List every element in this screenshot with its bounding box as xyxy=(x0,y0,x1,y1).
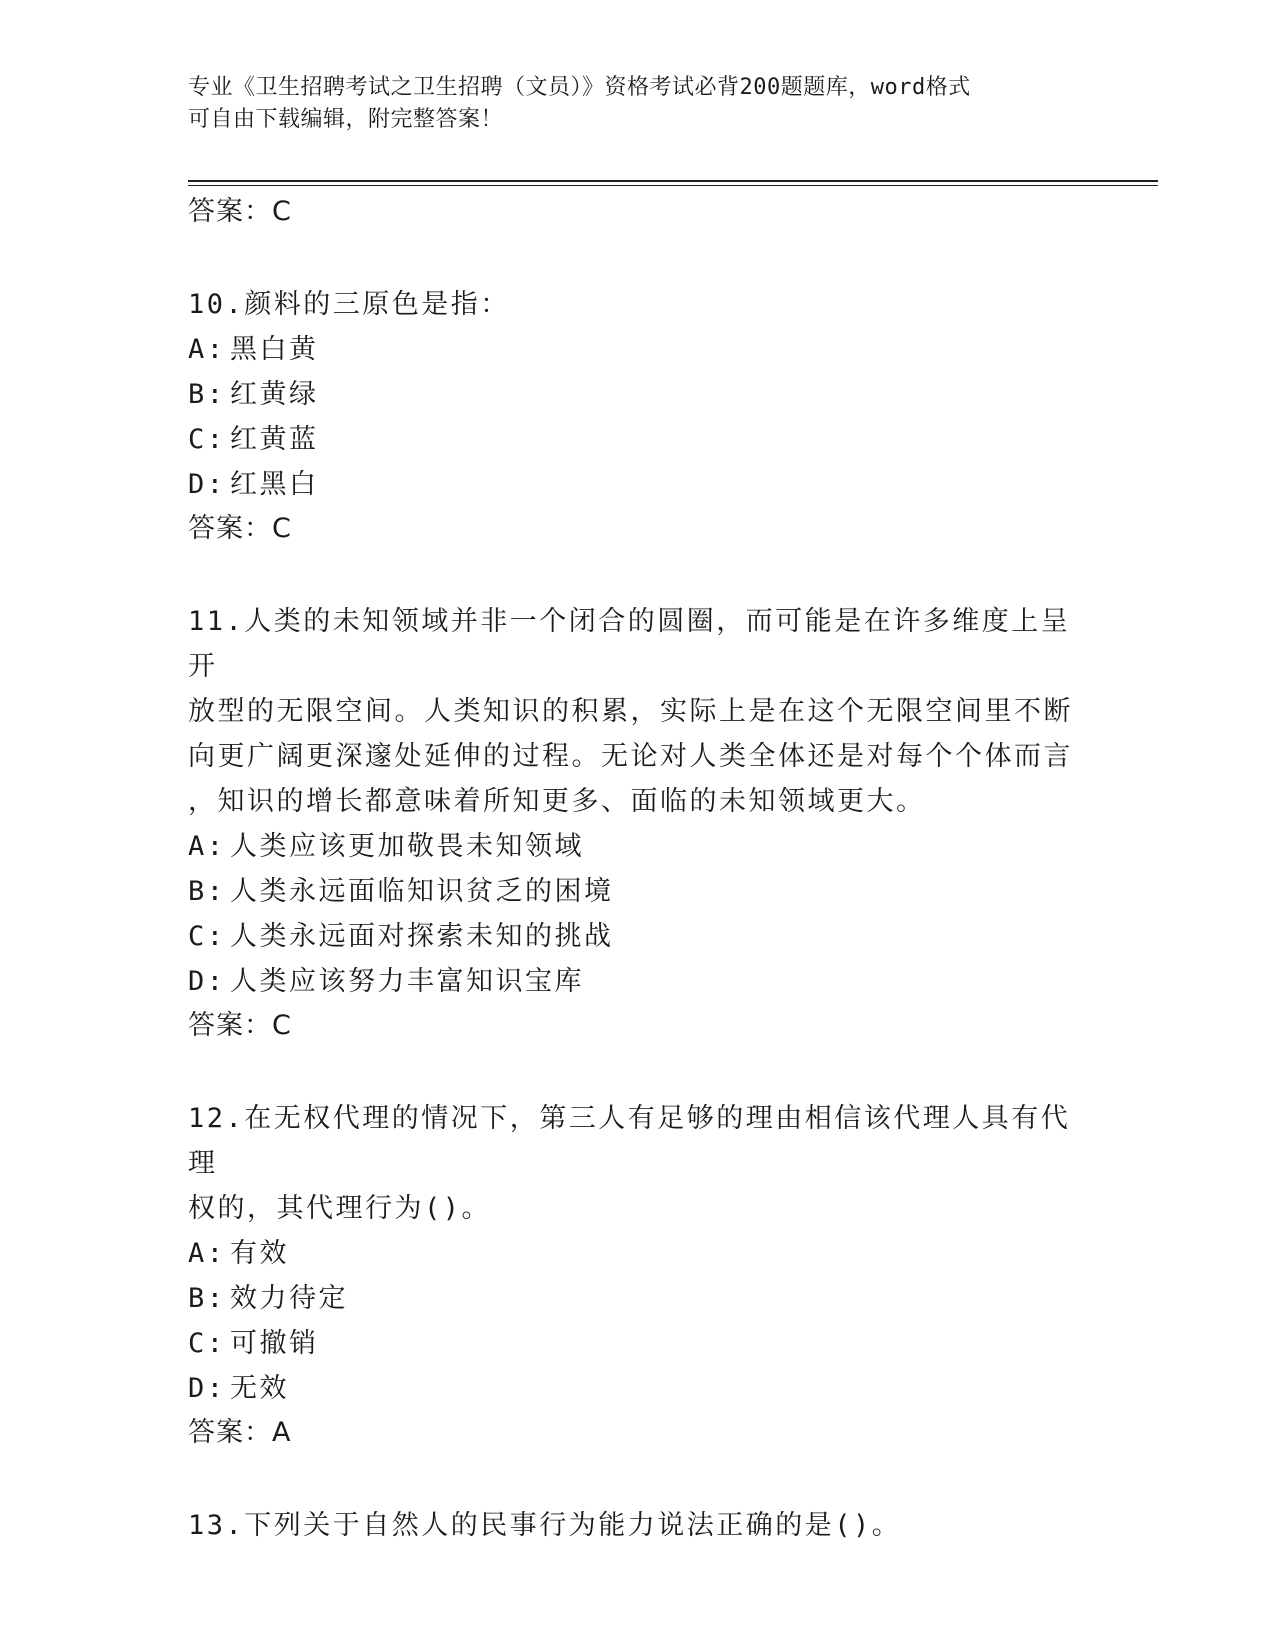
question-block xyxy=(188,599,1088,1048)
question-stem xyxy=(188,282,1088,327)
option-key: B: xyxy=(188,379,226,410)
option-key: C: xyxy=(188,1328,226,1359)
answer-option xyxy=(188,914,1088,959)
question-stem-line: 13.下列关于自然人的民事行为能力说法正确的是()。 xyxy=(188,1510,902,1541)
answer-option xyxy=(188,372,1088,417)
answer-option xyxy=(188,327,1088,372)
option-text: 人类应该更加敬畏未知领域 xyxy=(230,831,584,862)
option-text: 人类应该努力丰富知识宝库 xyxy=(230,966,584,997)
question-stem xyxy=(188,1096,1088,1231)
question-stem-line: 放型的无限空间。人类知识的积累，实际上是在这个无限空间里不断 xyxy=(188,696,1073,727)
question-spacer xyxy=(188,1048,1088,1096)
answer-label: 答案： xyxy=(188,196,272,227)
answer-option xyxy=(188,1276,1088,1321)
option-key: A: xyxy=(188,1238,226,1269)
option-key: A: xyxy=(188,831,226,862)
option-text: 黑白黄 xyxy=(230,334,319,365)
option-key: C: xyxy=(188,424,226,455)
question-spacer xyxy=(188,234,1088,282)
answer-label: 答案： xyxy=(188,1417,272,1448)
answer-line xyxy=(188,507,1088,551)
option-text: 有效 xyxy=(230,1238,289,1269)
answer-option xyxy=(188,1366,1088,1411)
question-stem-line: 12.在无权代理的情况下，第三人有足够的理由相信该代理人具有代理 xyxy=(188,1103,1071,1179)
option-key: D: xyxy=(188,469,226,500)
answer-value: C xyxy=(272,1010,292,1041)
option-text: 红黄绿 xyxy=(230,379,319,410)
answer-label: 答案： xyxy=(188,1010,272,1041)
option-key: A: xyxy=(188,334,226,365)
answer-value: C xyxy=(272,513,292,544)
option-key: D: xyxy=(188,966,226,997)
question-stem xyxy=(188,599,1088,824)
question-spacer xyxy=(188,1455,1088,1503)
option-key: B: xyxy=(188,1283,226,1314)
answer-line xyxy=(188,1004,1088,1048)
answer-option xyxy=(188,959,1088,1004)
question-block xyxy=(188,1503,1088,1548)
answer-option xyxy=(188,462,1088,507)
header-line-1: 专业《卫生招聘考试之卫生招聘（文员）》资格考试必背200题题库，word格式 xyxy=(188,75,971,100)
option-key: B: xyxy=(188,876,226,907)
option-text: 可撤销 xyxy=(230,1328,319,1359)
option-text: 人类永远面临知识贫乏的困境 xyxy=(230,876,614,907)
option-text: 红黄蓝 xyxy=(230,424,319,455)
option-text: 无效 xyxy=(230,1373,289,1404)
question-list xyxy=(188,234,1088,1548)
header-divider-thick xyxy=(188,180,1158,182)
question-stem-line: 权的，其代理行为()。 xyxy=(188,1193,492,1224)
option-key: C: xyxy=(188,921,226,952)
question-stem-line: ，知识的增长都意味着所知更多、面临的未知领域更大。 xyxy=(188,786,926,817)
answer-option xyxy=(188,824,1088,869)
option-text: 人类永远面对探索未知的挑战 xyxy=(230,921,614,952)
question-stem-line: 11.人类的未知领域并非一个闭合的圆圈，而可能是在许多维度上呈开 xyxy=(188,606,1071,682)
question-stem-line: 10.颜料的三原色是指： xyxy=(188,289,510,320)
question-stem xyxy=(188,1503,1088,1548)
option-text: 红黑白 xyxy=(230,469,319,500)
answer-option xyxy=(188,1231,1088,1276)
answer-line xyxy=(188,1411,1088,1455)
option-key: D: xyxy=(188,1373,226,1404)
document-body xyxy=(188,190,1088,1548)
question-spacer xyxy=(188,551,1088,599)
answer-value: A xyxy=(272,1417,292,1448)
header-line-2: 可自由下载编辑，附完整答案！ xyxy=(188,107,504,132)
answer-option xyxy=(188,417,1088,462)
answer-value: C xyxy=(272,196,292,227)
question-block xyxy=(188,1096,1088,1455)
document-header xyxy=(188,72,1068,136)
answer-line xyxy=(188,190,1088,234)
answer-option xyxy=(188,869,1088,914)
header-divider-thin xyxy=(188,185,1158,186)
answer-label: 答案： xyxy=(188,513,272,544)
option-text: 效力待定 xyxy=(230,1283,348,1314)
question-block xyxy=(188,282,1088,551)
answer-option xyxy=(188,1321,1088,1366)
question-stem-line: 向更广阔更深邃处延伸的过程。无论对人类全体还是对每个个体而言 xyxy=(188,741,1073,772)
